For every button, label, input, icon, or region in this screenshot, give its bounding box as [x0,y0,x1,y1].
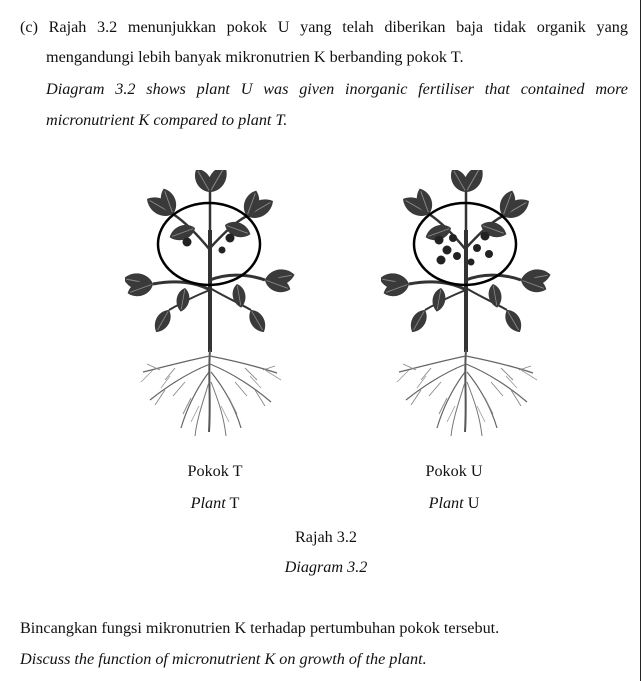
plant-t-label-malay: Pokok T [187,462,243,480]
diagram-caption-english: Diagram 3.2 [284,558,368,576]
plant-t-illustration [125,170,295,445]
plant-u-label-malay: Pokok U [425,462,483,480]
diagram-caption-malay: Rajah 3.2 [294,528,358,546]
page-right-border [640,0,641,681]
task-malay: Bincangkan fungsi mikronutrien K terhadap pertumbuhan pokok tersebut. [20,619,500,637]
plant-u-word: Plant [428,494,464,512]
plant-u-label-english [394,494,514,513]
question-intro-malay-line-1: (c) Rajah 3.2 menunjukkan pokok U yang telah diberikan baja tidak organik yang [20,18,628,36]
plant-u-illustration [381,170,551,445]
task-english: Discuss the function of micronutrient K on growth of the plant. [20,650,427,668]
plant-u-letter: U [467,494,480,512]
question-intro-english-line-1: Diagram 3.2 shows plant U was given inorganic fertiliser that contained more [46,80,628,98]
question-intro-english-line-2: micronutrient K compared to plant T. [46,111,288,129]
plant-t-word: Plant [190,494,226,512]
plant-t-label-english [155,494,275,513]
question-intro-malay-line-2: mengandungi lebih banyak mikronutrien K berbanding pokok T. [46,48,464,66]
plant-t-letter: T [229,494,240,512]
